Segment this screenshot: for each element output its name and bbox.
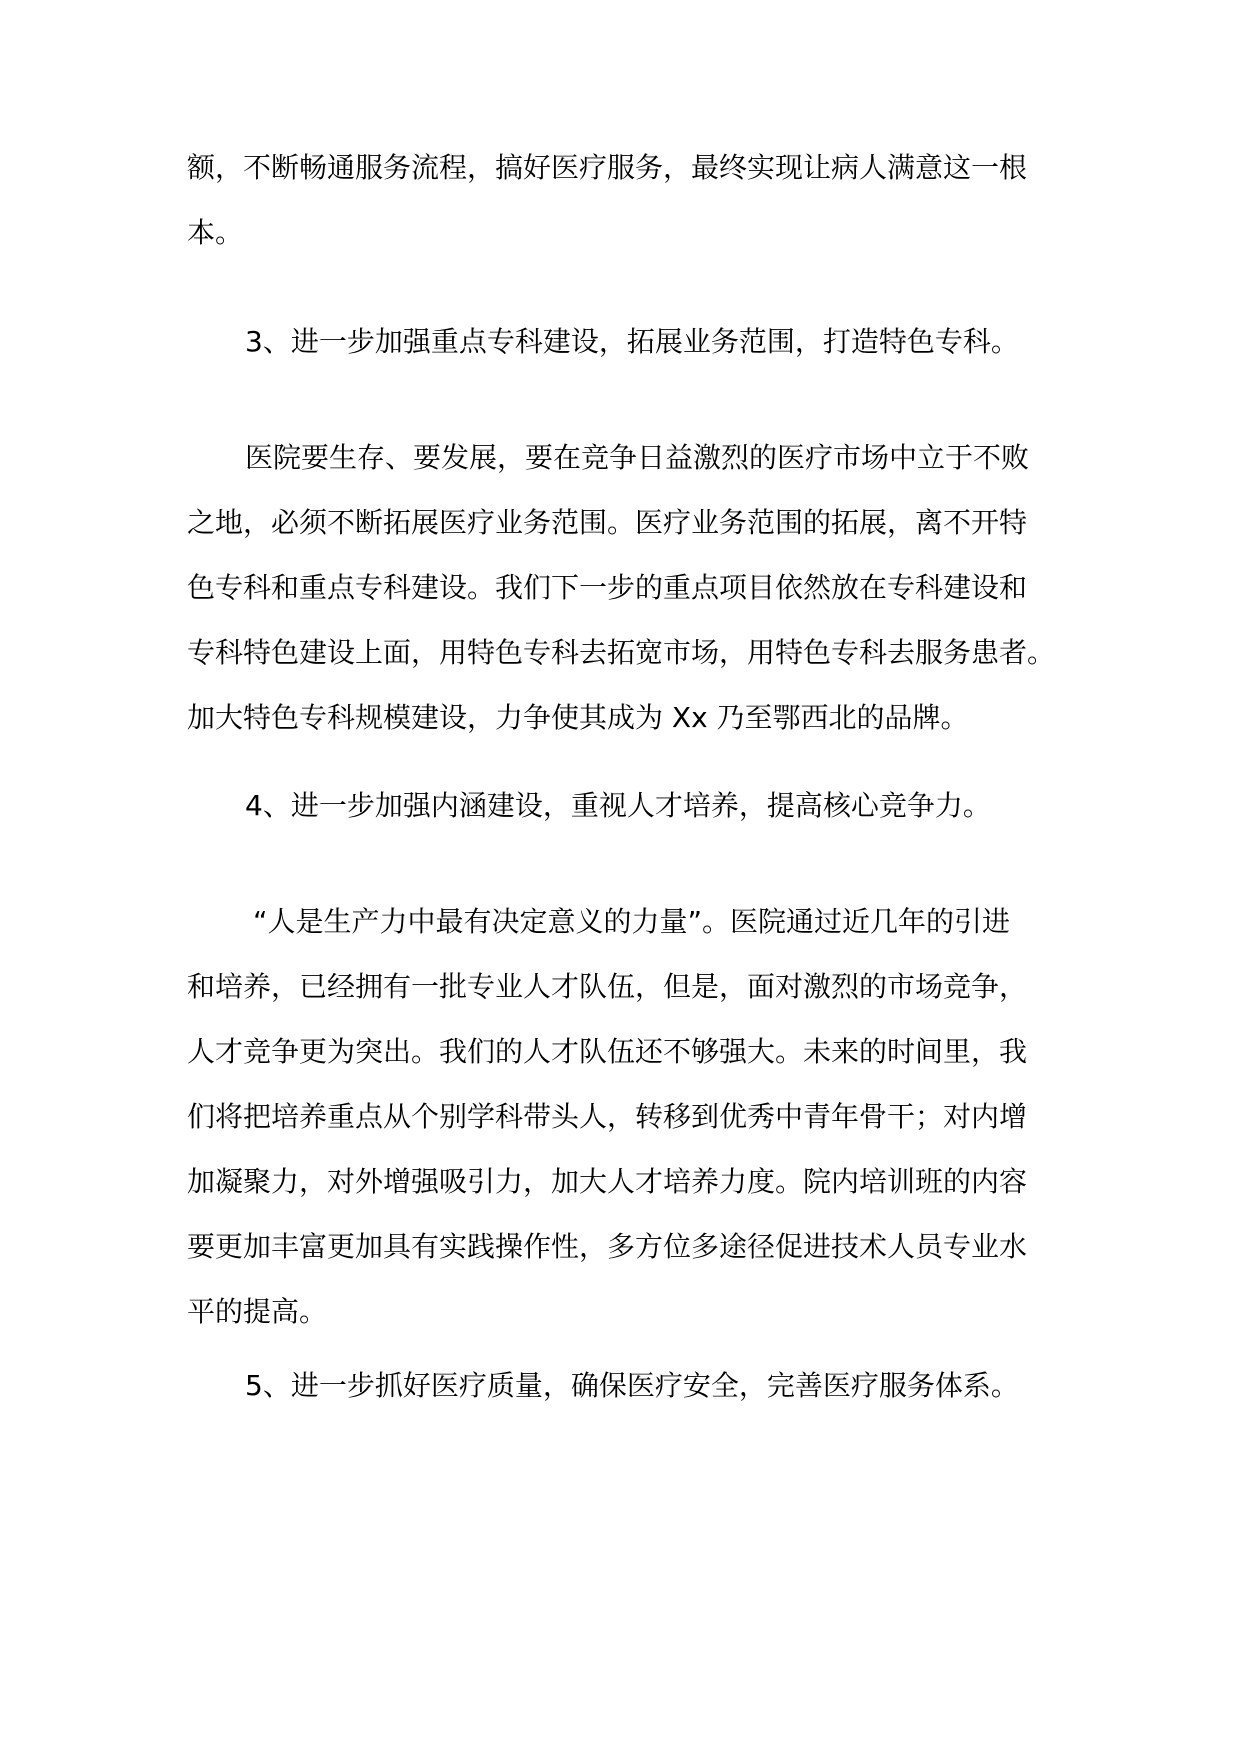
- heading-text: 4、进一步加强内涵建设，重视人才培养，提高核心竞争力。: [245, 789, 991, 822]
- section-heading-3: [187, 309, 1067, 374]
- text-line: 人才竞争更为突出。我们的人才队伍还不够强大。未来的时间里，我: [187, 1035, 1028, 1068]
- text-line: 们将把培养重点从个别学科带头人，转移到优秀中青年骨干；对内增: [187, 1100, 1028, 1133]
- paragraph-specialty: [187, 425, 1067, 750]
- text-line: 色专科和重点专科建设。我们下一步的重点项目依然放在专科建设和: [187, 571, 1028, 604]
- heading-text: 3、进一步加强重点专科建设，拓展业务范围，打造特色专科。: [245, 325, 1019, 358]
- text-line: 要更加丰富更加具有实践操作性，多方位多途径促进技术人员专业水: [187, 1230, 1028, 1263]
- heading-text: 5、进一步抓好医疗质量，确保医疗安全，完善医疗服务体系。: [245, 1369, 1019, 1402]
- paragraph-talent: [187, 889, 1067, 1344]
- text-line: “人是生产力中最有决定意义的力量”。医院通过近几年的引进: [253, 905, 1011, 938]
- text-line: 专科特色建设上面，用特色专科去拓宽市场，用特色专科去服务患者。: [187, 636, 1056, 669]
- text-line: 之地，必须不断拓展医疗业务范围。医疗业务范围的拓展，离不开特: [187, 506, 1028, 539]
- section-heading-4: [187, 773, 1067, 838]
- text-line: 加凝聚力，对外增强吸引力，加大人才培养力度。院内培训班的内容: [187, 1165, 1028, 1198]
- text-line: 额，不断畅通服务流程，搞好医疗服务，最终实现让病人满意这一根: [187, 151, 1028, 184]
- text-line: 平的提高。: [187, 1295, 328, 1328]
- text-line: 本。: [187, 216, 244, 249]
- text-line: 和培养，已经拥有一批专业人才队伍，但是，面对激烈的市场竞争，: [187, 970, 1028, 1003]
- section-heading-5: [187, 1353, 1067, 1418]
- text-line: 加大特色专科规模建设，力争使其成为 Xx 乃至鄂西北的品牌。: [187, 701, 969, 734]
- text-line: 医院要生存、要发展，要在竞争日益激烈的医疗市场中立于不败: [245, 441, 1030, 474]
- paragraph-continuation: [187, 135, 1067, 265]
